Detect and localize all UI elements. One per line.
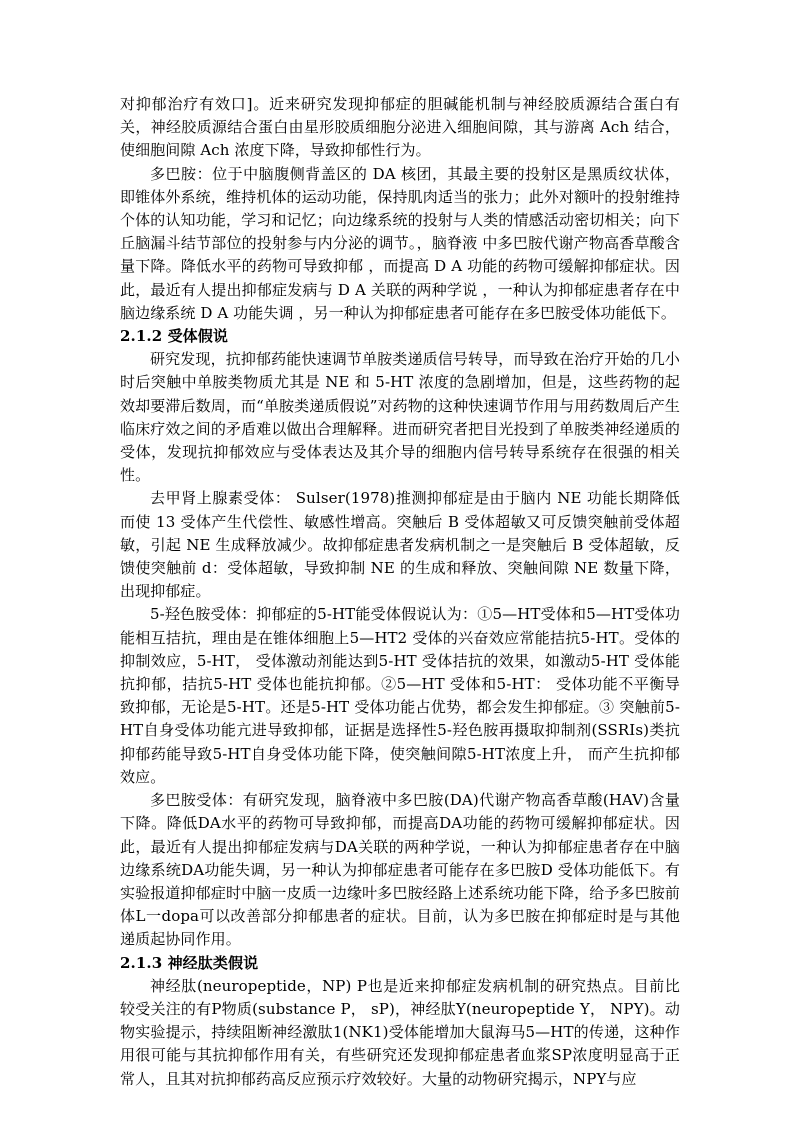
paragraph-serotonin-receptor: 5-羟色胺受体：抑郁症的5-HT能受体假说认为：①5—HT受体和5—HT受体功能相互拮抗，理由是在锥体细胞上5—HT2 受体的兴奋效应常能拮抗5-HT。受体的抑制效应，5-HT， 受体激动剂能达到5-HT 受体拮抗的效果，如激动5-HT 受体能抗抑郁，拮抗5-HT 受体也能抗抑郁。②5—HT 受体和5-HT： 受体功能不平衡导致抑郁，无论是5-HT。还是5-HT 受体功能占优势，都会发生抑郁症。③ 突触前5-HT自身受体功能亢进导致抑郁，证据是选择性5-羟色胺再摄取抑制剂(SSRIs)类抗抑郁药能导致5-HT自身受体功能下降，使突触间隙5-HT浓度上升， 而产生抗抑郁效应。: [120, 605, 680, 786]
paragraph-dopamine-receptor: 多巴胺受体：有研究发现，脑脊液中多巴胺(DA)代谢产物高香草酸(HAV)含量下降。降低DA水平的药物可导致抑郁，而提高DA功能的药物可缓解抑郁症状。因此，最近有人提出抑郁症发病与DA关联的两种学说，一种认为抑郁症患者存在中脑边缘系统DA功能失调，另一种认为抑郁症患者可能存在多巴胺D 受体功能低下。有实验报道抑郁症时中脑一皮质一边缘叶多巴胺经路上述系统功能下降，给予多巴胺前体L一dopa可以改善部分抑郁患者的症状。目前，认为多巴胺在抑郁症时是与其他递质起协同作用。: [120, 791, 680, 949]
section-heading-receptor-hypothesis: 2.1.2 受体假说: [120, 327, 228, 346]
paragraph-norepinephrine-receptor: 去甲肾上腺素受体： Sulser(1978)推测抑郁症是由于脑内 NE 功能长期降低而使 13 受体产生代偿性、敏感性增高。突触后 B 受体超敏又可反馈突触前受体超敏，引起 NE 生成释放减少。故抑郁症患者发病机制之一是突触后 B 受体超敏，反馈使突触前 d：受体超敏，导致抑制 NE 的生成和释放、突触间隙 NE 数量下降，出现抑郁症。: [120, 489, 680, 601]
document-body: [120, 93, 680, 1091]
paragraph-dopamine: 多巴胺：位于中脑腹侧背盖区的 DA 核团，其最主要的投射区是黑质纹状体，即锥体外系统，维持机体的运动功能，保持肌肉适当的张力；此外对额叶的投射维持个体的认知功能，学习和记忆；向边缘系统的投射与人类的情感活动密切相关；向下丘脑漏斗结节部位的投射参与内分泌的调节。，脑脊液 中多巴胺代谢产物高香草酸含量下降。降低水平的药物可导致抑郁 ，而提高 D A 功能的药物可缓解抑郁症状。因此，最近有人提出抑郁症发病与 D A 关联的两种学说 ，一种认为抑郁症患者存在中脑边缘系统 D A 功能失调 ，另一种认为抑郁症患者可能存在多巴胺受体功能低下。: [120, 164, 680, 322]
section-heading-neuropeptide-hypothesis: 2.1.3 神经肽类假说: [120, 953, 259, 972]
paragraph-neuropeptide: 神经肽(neuropeptide，NP) P也是近来抑郁症发病机制的研究热点。目前比较受关注的有P物质(substance P， sP)，神经肽Y(neuropeptide Y， NPY)。动物实验提示，持续阻断神经激肽1(NK1)受体能增加大鼠海马5—HT的传递，这种作用很可能与其抗抑郁作用有关，有些研究还发现抑郁症患者血浆SP浓度明显高于正常人，且其对抗抑郁药高反应预示疗效较好。大量的动物研究揭示，NPY与应: [120, 976, 680, 1088]
paragraph-receptor-research: 研究发现，抗抑郁药能快速调节单胺类递质信号转导，而导致在治疗开始的几小时后突触中单胺类物质尤其是 NE 和 5-HT 浓度的急剧增加，但是，这些药物的起效却要滞后数周，而“单胺类递质假说”对药物的这种快速调节作用与用药数周后产生临床疗效之间的矛盾难以做出合理解释。进而研究者把目光投到了单胺类神经递质的受体，发现抗抑郁效应与受体表达及其介导的细胞内信号转导系统存在很强的相关性。: [120, 350, 680, 485]
paragraph-cholinergic: 对抑郁治疗有效口]。近来研究发现抑郁症的胆碱能机制与神经胶质源结合蛋白有关，神经胶质源结合蛋白由星形胶质细胞分泌进入细胞间隙，其与游离 Ach 结合，使细胞间隙 Ach 浓度下降，导致抑郁性行为。: [120, 95, 680, 160]
